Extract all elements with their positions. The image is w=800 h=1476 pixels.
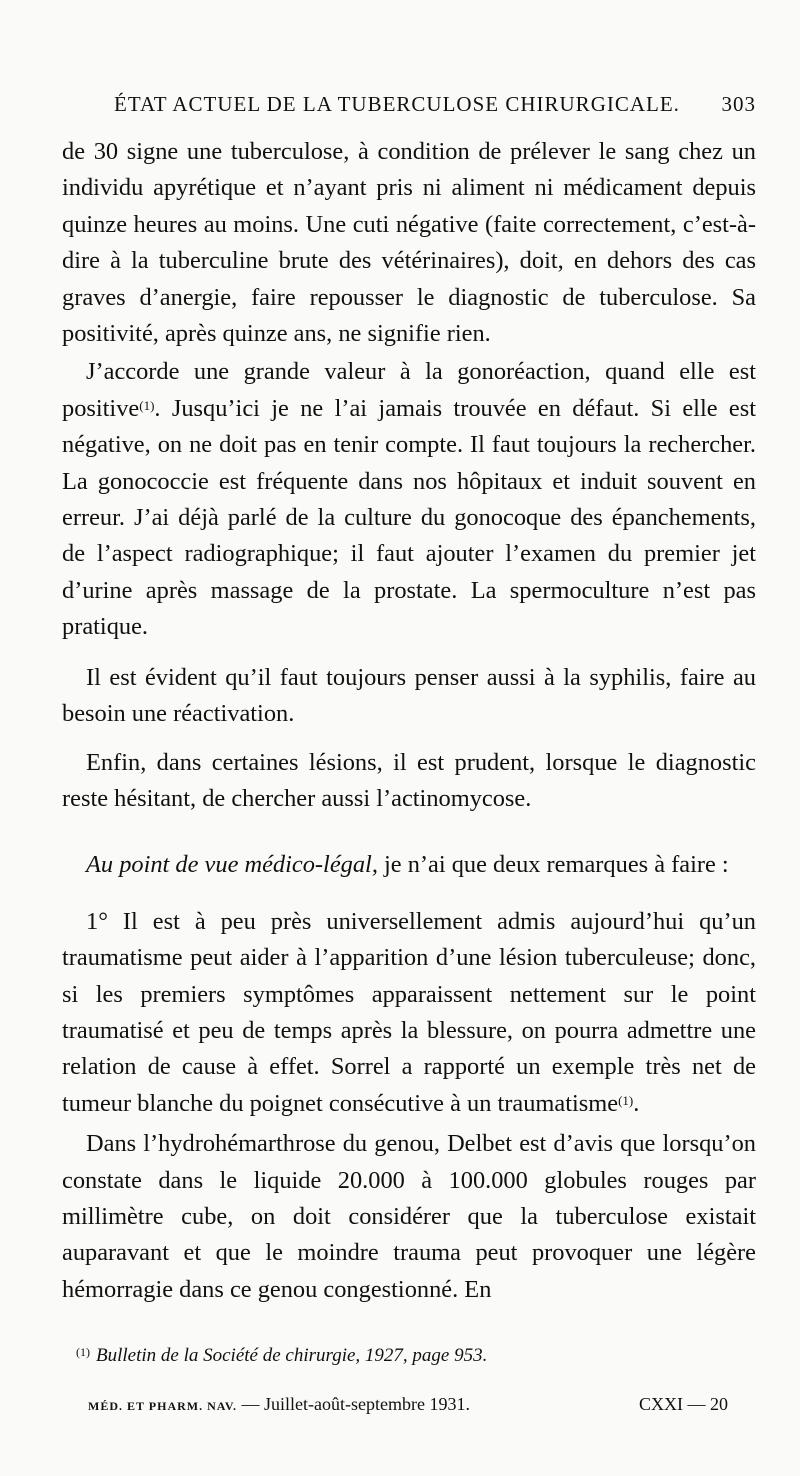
paragraph-tuberculin: de 30 signe une tuberculose, à condition de prélever le sang chez un individu apyrétique et n’ayant pris ni aliment ni médicament depuis quinze heures au moins. Une cuti négative (faite correctement, c’est-à-dire à la tuberculine brute des vétérinaires), doit, en dehors des cas graves d’anergie, faire repousser le diagnostic de tuberculose. Sa positivité, après quinze ans, ne signifie rien. (62, 138, 756, 348)
footnote (76, 1344, 756, 1368)
paragraph-hydrohemarthrose: Dans l’hydrohémarthrose du genou, Delbet est d’avis que lorsqu’on constate dans le liquide 20.000 à 100.000 globules rouges par millimètre cube, on doit considérer que la tuberculose existait auparavant et que le moindre trauma peut provoquer une légère hémorragie dans ce genou congestionné. En (62, 1130, 756, 1303)
signature-mark: CXXI — 20 (639, 1394, 728, 1414)
paragraph-medico-legal-text: je n’ai que deux remarques à faire : (377, 851, 729, 879)
paragraph-medico-legal (62, 847, 756, 883)
journal-issue: — Juillet-août-septembre 1931. (237, 1394, 470, 1414)
footnote-reference: (1) (618, 1092, 634, 1108)
paragraph-traumatisme-text-b: . (633, 1089, 640, 1117)
paragraph-actinomycose: Enfin, dans certaines lésions, il est prudent, lorsque le diagnostic reste hésitant, de chercher aussi l’actinomycose. (62, 748, 756, 812)
paragraph-syphilis: Il est évident qu’il faut toujours penser aussi à la syphilis, faire au besoin une réactivation. (62, 663, 756, 728)
running-title: ÉTAT ACTUEL DE LA TUBERCULOSE CHIRURGICALE. (114, 92, 680, 116)
journal-abbreviation: MÉD. ET PHARM. NAV. (88, 1399, 238, 1413)
paragraph-gonoreaction (62, 354, 756, 645)
running-header (62, 92, 756, 122)
italic-heading: Au point de vue médico-légal, (86, 851, 378, 879)
page-footer (88, 1392, 728, 1418)
paragraph-gonoreaction-text-b: . Jusqu’ici je ne l’ai jamais trouvée en défaut. Si elle est négative, on ne doit pas en tenir compte. Il faut toujours la rechercher. La gonococcie est fréquente dans nos hôpitaux et induit souvent en erreur. J’ai déjà parlé de la culture du gonocoque des épanchements, de l’aspect radiographique; il faut ajouter l’examen du premier jet d’urine après massage de la prostate. La spermoculture n’est pas pratique. (62, 394, 756, 641)
paragraph-traumatisme (62, 904, 756, 1122)
page-number: 303 (721, 92, 756, 116)
paragraph-traumatisme-text-a: 1° Il est à peu près universellement admis aujourd’hui qu’un traumatisme peut aider à l’apparition d’une lésion tuberculeuse; donc, si les premiers symptômes apparaissent nettement sur le point traumatisé et peu de temps après la blessure, on pourra admettre une relation de cause à effet. Sorrel a rapporté un exemple très net de tumeur blanche du poignet consécutive à un traumatisme (62, 907, 756, 1117)
body-text (62, 134, 756, 1308)
footnote-reference: (1) (139, 397, 155, 413)
footnote-marker: (1) (76, 1345, 90, 1359)
paragraph-gonoreaction-text-a: J’accorde une grande valeur à la gonoréaction, quand elle est positive (62, 358, 756, 422)
footnote-text: Bulletin de la Société de chirurgie, 1927, page 953. (96, 1345, 488, 1366)
